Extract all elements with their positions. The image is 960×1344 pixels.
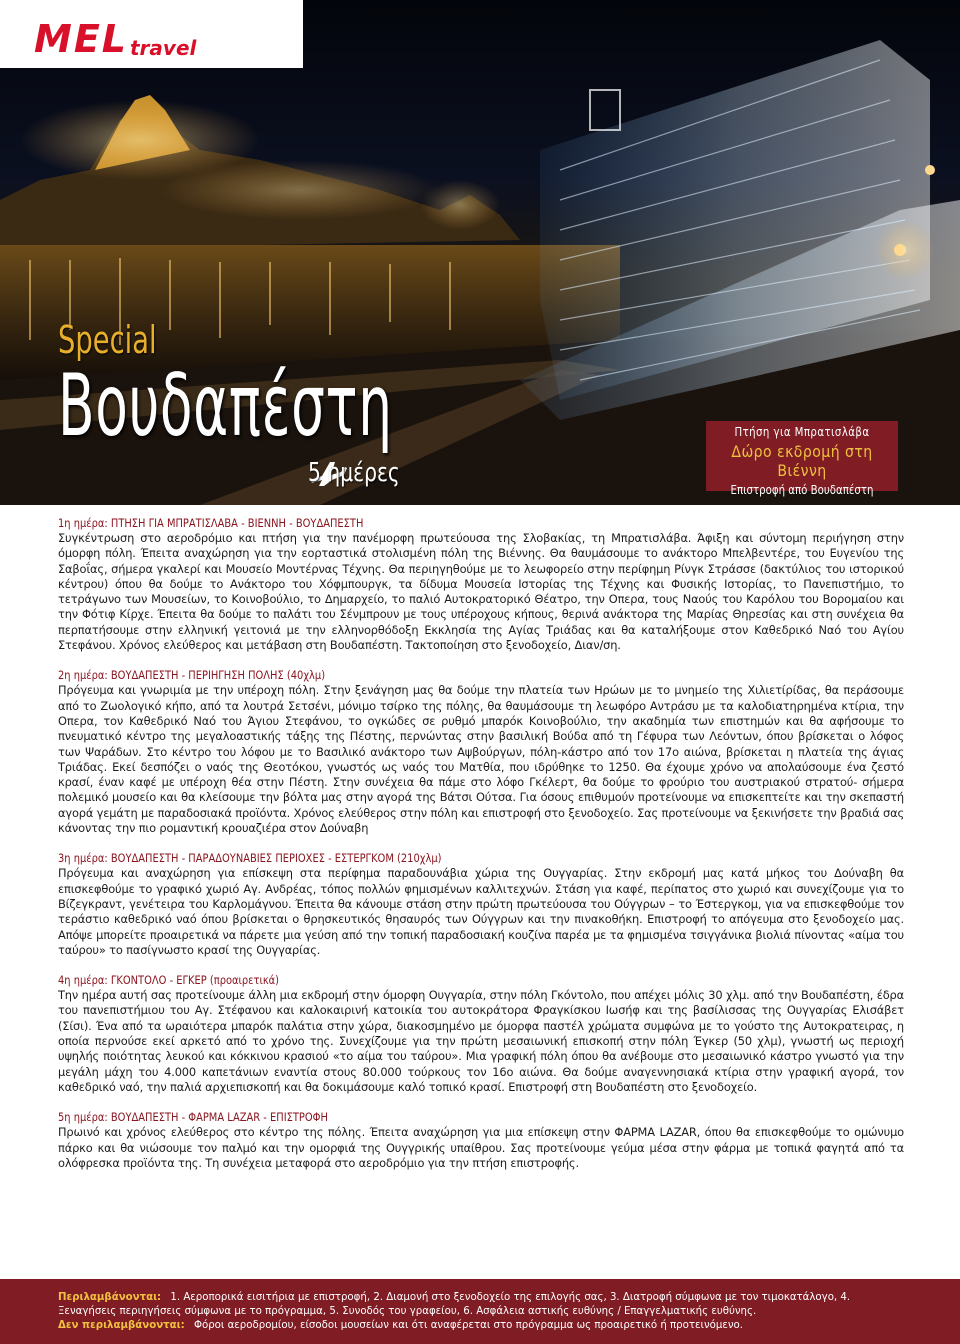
included-label: Περιλαμβάνονται: <box>58 1292 162 1303</box>
excluded-label: Δεν περιλαμβάνονται: <box>58 1320 185 1331</box>
trip-duration <box>308 458 426 488</box>
logo-sub-text: travel <box>130 36 197 60</box>
promo-line-1: Πτήση για Μπρατισλάβα <box>734 425 870 439</box>
itinerary <box>58 516 904 1186</box>
included-row <box>58 1291 902 1318</box>
day-3 <box>58 851 904 958</box>
day-description: Πρωινό και χρόνος ελεύθερος στο κέντρο της πόλης. Έπειτα αναχώρηση για μια επίσκεψη στην ΦΑΡΜΑ LAZAR, όπου θα επισκεφθούμε το ομώνυμο πάρκο και θα νιώσουμε τον παλμό και την ομορφιά της Ουγγρικής υπαίθρου. Σας προτείνουμε γεύμα μέσα στην φάρμα με τοπικά φαγητά από τα ολόφρεσκα προϊόντα της. Τη συνέχεια μεταφορά στο αεροδρόμιο για την πτήση επιστροφής. <box>58 1125 904 1170</box>
day-description: Πρόγευμα και αναχώρηση για επίσκεψη στα περίφημα παραδουνάβια χώρια της Ουγγαρίας. Στην εκδρομή μας κατά μήκος του Δούναβη θα επισκεφθούμε το γραφικό χωριό Αγ. Ανδρέας, τόπος πολλών φημισμένων καλλιτεχνών. Στάση για καφέ, περίπατος στο χωριό και συνεχίζουμε για το Βίζεγκραντ, γενέτειρα του Καρλομάγνου. Έπειτα θα κάνουμε στάση στην πρώτη πρωτεύουσα του Ούγγρων – το Έστεργκομ, για να επισκεφθούμε τον τεράστιο καθεδρικό ναό όπου βρίσκεται ο θρησκευτικός θησαυρός των Ούγγρων και την πινακοθήκη. Επιστροφή το απόγευμα στο ξενοδοχείο μας. Απόψε μπορείτε προαιρετικά να πάρετε μια γεύση από την τοπική παραδοσιακή κουζίνα παρέα με τα φημισμένα τσιγγάνικα βιολιά πίνοντας «αίμα του ταύρου» το πασίγνωστο κρασί της Ουγγαρίας. <box>58 866 904 957</box>
hero-banner <box>0 0 960 505</box>
day-title: 5η ημέρα: ΒΟΥΔΑΠΕΣΤΗ - ΦΑΡΜΑ LAZAR - ΕΠΙΣΤΡΟΦΗ <box>58 1110 328 1125</box>
day-4 <box>58 973 904 1095</box>
special-label: Special <box>58 318 157 362</box>
excluded-row <box>58 1319 902 1333</box>
day-2 <box>58 668 904 836</box>
included-text: 1. Αεροπορικά εισιτήρια με επιστροφή, 2. Διαμονή στο ξενοδοχείο της επιλογής σας, 3. Διατροφή σύμφωνα με τον τιμοκατάλογο, 4. Ξεναγήσεις περιηγήσεις σύμφωνα με το πρόγραμμα, 5. Συνοδός του γραφείου, 6. Ασφάλεια αστικής ευθύνης / Επαγγελματικής ευθύνης. <box>58 1292 851 1317</box>
logo-main-text: MEL <box>34 17 128 61</box>
day-description: Συγκέντρωση στο αεροδρόμιο και πτήση για την πανέμορφη πρωτεύουσα της Σλοβακίας, τη Μπρατισλάβα. Άφιξη και σύντομη περιήγηση στην όμορφη πόλη. Έπειτα αναχώρηση για την εορταστικά στολισμένη πόλη της Βιέννης. Θα θαυμάσουμε το ανάκτορο Μπελβεντέρε, του Ευγενίου της Σαβοΐας, σήμερα γκαλερί και Μουσείο Μοντέρνας Τέχνης. Θα περιηγηθούμε με το λεωφορείο στην περίφημη Ρίνγκ Στράσσε (δακτύλιος του ιστορικού κέντρου) όπου θα δούμε το Ανάκτορο του Χόφμπουργκ, τα δίδυμα Μουσεία Ιστορίας της Τέχνης και Φυσικής Ιστορίας, το Πανεπιστήμιο, το τετράγωνο των Μουσείων, το Κοινοβούλιο, το Δημαρχείο, το παλιό Αυτοκρατορικό Θέατρο, την Οπερα, τους Ναούς του Καρόλου του Βορομαίου και την Φότιφ Κίρχε. Έπειτα θα δούμε το παλάτι του Σένμπρουν με τους υπέροχους κήπους, θερινά ανάκτορα της Μαρίας Θηρεσίας και στη συνέχεια θα περπατήσουμε στην ελληνική γειτονιά με την ελληνορθόδοξη Εκκλησία της Αγίας Τριάδας και θα καταλήξουμε στον Καθεδρικό Ναό του Αγίου Στεφάνου. Χρόνος ελεύθερος και μετάβαση στη Βουδαπέστη. Τακτοποίηση στο ξενοδοχείο, Διαν/ση. <box>58 531 904 653</box>
day-title: 2η ημέρα: ΒΟΥΔΑΠΕΣΤΗ - ΠΕΡΙΗΓΗΣΗ ΠΟΛΗΣ (40χλμ) <box>58 668 326 683</box>
promo-line-3: Επιστροφή από Βουδαπέστη <box>730 483 874 497</box>
excluded-text: Φόροι αεροδρομίου, είσοδοι μουσείων και ότι αναφέρεται στο πρόγραμμα ως προαιρετικό ή προτεινόμενο. <box>193 1320 744 1331</box>
brand-logo[interactable] <box>0 0 303 68</box>
day-description: Πρόγευμα και γνωριμία με την υπέροχη πόλη. Στην ξενάγηση μας θα δούμε την πλατεία των Ηρώων με το μνημείο της Χιλιετίρίδας, θα περάσουμε από το Ζωολογικό κήπο, από τα λουτρά Σετσένι, μόνιμο τσίρκο της πόλης, θα θαυμάσουμε τη λεωφόρο Αντράσυ με τα καλοδιατηρημένα κτίρια, την Οπερα, τον Καθεδρικό Ναό του Άγιου Στεφάνου, το ογκώδες σε ρυθμό μπαρόκ Κοινοβούλιο, την ακαδημία των επιστημών και θα αφήσουμε το πνευματικό κέντρο της μεγαλοαστικής τάξης της Πέστης, περνώντας στην βασιλική Βούδα από τη Γέφυρα των Λεόντων, όπου βρίσκεται ο λόφος των Ψαράδων. Στο κέντρο του λόφου με το Βασιλικό ανάκτορο των Αψβούργων, πόλη-κάστρο από τον 17ο αιώνα, βρίσκεται η πλατεία της άγιας Τριάδας. Εκεί δεσπόζει ο ναός της Θεοτόκου, γνωστός ως ναός του Ματθία, που ιδρύθηκε το 1250. Θα έχουμε χρόνο να απολαύσουμε ένα ζεστό κρασί, έναν καφέ με υπέροχη θέα στην Πέστη. Στην συνέχεια θα πάμε στο λόφο Γκέλερτ, θα δούμε το φρούριο του αυστριακού στρατού- σήμερα πολεμικό μουσείο και θα κλείσουμε την βόλτα μας στην αγορά της Βάτσι Ούτσα. Για όσους επιθυμούν προτείνουμε να επισκεπτείτε και την σκεπαστή αγορά γεμάτη με παραδοσιακά προϊόντα. Χρόνος ελεύθερος στην πόλη και επιστροφή στο ξενοδοχείο. Σας προτείνουμε να ξεκινήσετε την βραδιά σας κάνοντας την πιο ρομαντική κρουαζιέρα στον Δούναβη <box>58 683 904 836</box>
day-1 <box>58 516 904 653</box>
duration-text: 5 ημέρες <box>308 458 400 488</box>
promo-box <box>706 421 898 497</box>
day-5 <box>58 1110 904 1171</box>
day-description: Την ημέρα αυτή σας προτείνουμε άλλη μια εκδρομή στην όμορφη Ουγγαρία, στην πόλη Γκόντολο, που απέχει μόλις 30 χλμ. από την Βουδαπέστη, έδρα του πανεπιστήμιου του Αγ. Στέφανου και καλοκαιρινή κατοικία του αυτοκράτορα Φραγκίσκου Ιωσήφ και της βασίλισσας της Ουγγαρίας Ελισάβετ (Σίσι). Ένα από τα ωραιότερα μπαρόκ παλάτια στην χώρα, διακοσμημένο με όμορφα παστέλ χρώματα συμφώνα με το γούστο της Αυτοκρατειρας, η οποία περνούσε εκεί αρκετό από το χρόνο της. Συνεχίζουμε για την πρώτη μεσαιωνική επισκοπή στην πόλη Έγκερ (50 χλμ), γνωστή ως περιοχή υψηλής ποιότητας λευκού και κόκκινου κρασιού «το αίμα του ταύρου». Μια γραφική πόλη όπου θα ανέβουμε στο μεσαιωνικό κάστρο γνωστό για την μεγάλη μάχη του 4.000 καπετάνιων εναντία στους 80.000 τούρκους τον 16ο αιώνα. Θα δούμε αναγεννησιακά κτίρια στην γραφική αγορά, τον καθεδρικό ναό, την παλιά αρχιεπισκοπή και θα δοκιμάσουμε καλό τοπικό κρασί. Επιστροφή στη Βουδαπέστη στο ξενοδοχείο. <box>58 988 904 1094</box>
day-title: 1η ημέρα: ΠΤΗΣΗ ΓΙΑ ΜΠΡΑΤΙΣΛΑΒΑ - ΒΙΕΝΝΗ - ΒΟΥΔΑΠΕΣΤΗ <box>58 516 364 530</box>
footer-terms <box>0 1279 960 1344</box>
destination-title: Βουδαπέστη <box>58 356 393 456</box>
day-title: 3η ημέρα: ΒΟΥΔΑΠΕΣΤΗ - ΠΑΡΑΔΟΥΝΑΒΙΕΣ ΠΕΡΙΟΧΕΣ - ΕΣΤΕΡΓΚΟΜ (210χλμ) <box>58 851 442 866</box>
day-title: 4η ημέρα: ΓΚΟΝΤΟΛΟ - ΕΓΚΕΡ (προαιρετικά) <box>58 973 280 988</box>
promo-line-2: Δώρο εκδρομή στη Βιέννη <box>731 442 873 480</box>
